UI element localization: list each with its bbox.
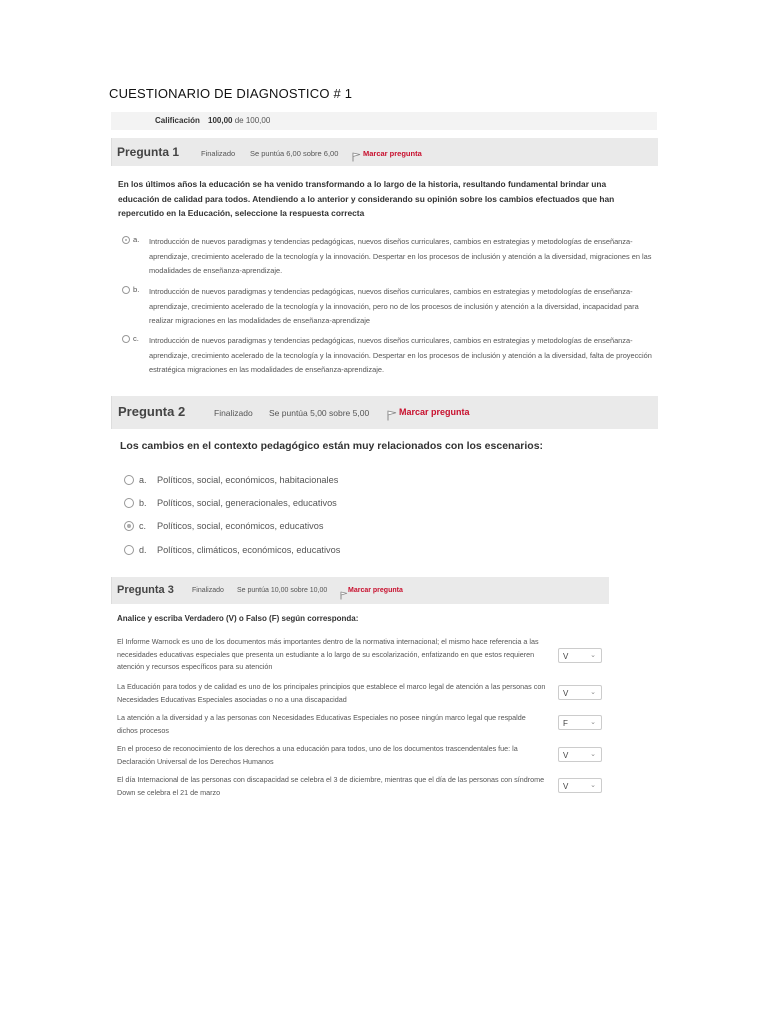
question-2-option-a[interactable] (124, 474, 524, 488)
option-letter: c. (139, 521, 147, 531)
radio-unselected-icon[interactable] (124, 498, 134, 508)
question-1-state: Finalizado (201, 149, 236, 158)
option-letter: b. (139, 498, 147, 508)
option-text: Políticos, social, económicos, habitacionales (157, 475, 339, 485)
answer-select-1[interactable] (558, 648, 602, 663)
radio-unselected-icon[interactable] (124, 545, 134, 555)
radio-unselected-icon[interactable] (124, 475, 134, 485)
flag-question-2-button[interactable]: Marcar pregunta (399, 407, 470, 417)
option-letter: b. (133, 285, 140, 294)
statement-4-text: En el proceso de reconocimiento de los derechos a una educación para todos, uno de los documentos trascendentales fue: la Declaración Universal de los Derechos Humanos (117, 744, 518, 766)
answer-value: V (563, 782, 569, 791)
chevron-down-icon: ⌄ (590, 751, 596, 758)
question-2-option-c[interactable] (124, 520, 524, 534)
grade-summary (111, 112, 657, 130)
question-3-text: Analice y escriba Verdadero (V) o Falso (F) según corresponda: (117, 614, 359, 623)
question-1-text: En los últimos años la educación se ha venido transformando a lo largo de la historia, resultando fundamental brindar una educación de calidad para todos. Atendiendo a lo anterior y considerando su opinión sobre los cambios efectuados que han repercutido en la Educación, seleccione la respuesta correcta (118, 179, 615, 218)
question-1-score: Se puntúa 6,00 sobre 6,00 (250, 149, 339, 158)
question-3-score: Se puntúa 10,00 sobre 10,00 (237, 587, 328, 594)
chevron-down-icon: ⌄ (590, 719, 596, 726)
option-text: Introducción de nuevos paradigmas y tendencias pedagógicas, nuevos diseños curriculares, cambios en estrategias y metodologías de enseñanza-aprendizaje, crecimiento acelerado de la tecnología y la innovación. Despertar en los procesos de inclusión y atención a la diversidad, migraciones en las modalidades de enseñanza-aprendizaje. (149, 237, 652, 275)
option-text: Políticos, social, generacionales, educativos (157, 498, 337, 508)
flag-question-3-button[interactable]: Marcar pregunta (348, 587, 403, 594)
option-text: Introducción de nuevos paradigmas y tendencias pedagógicas, nuevos diseños curriculares, cambios en estrategias y metodologías de enseñanza-aprendizaje, crecimiento acelerado de la tecnología y la innovación, pero no de los procesos de inclusión y atención a la diversidad, incapacidad para realizar migraciones en las modalidades de enseñanza-aprendizaje (149, 287, 639, 325)
question-1-option-c[interactable] (122, 333, 652, 377)
option-letter: a. (139, 475, 147, 485)
option-text: Políticos, climáticos, económicos, educativos (157, 545, 341, 555)
option-letter: d. (139, 545, 147, 555)
radio-selected-icon[interactable] (124, 521, 134, 531)
answer-select-3[interactable] (558, 715, 602, 730)
statement-1-text: El Informe Warnock es uno de los documentos más importantes dentro de la normativa internacional; el mismo hace referencia a las necesidades educativas especiales que presenta un estudiante a lo largo de su escolarización, enfatizando en que estos requieren atención y recursos específicos para su atención (117, 637, 539, 671)
answer-value: F (563, 719, 568, 728)
answer-select-5[interactable] (558, 778, 602, 793)
question-2-option-d[interactable] (124, 544, 524, 558)
answer-value: V (563, 751, 569, 760)
radio-unselected-icon[interactable] (122, 286, 130, 294)
answer-value: V (563, 652, 569, 661)
chevron-down-icon: ⌄ (590, 689, 596, 696)
radio-selected-icon[interactable] (122, 236, 130, 244)
grade-suffix: de 100,00 (234, 116, 271, 125)
question-1-title: Pregunta 1 (117, 145, 180, 159)
flag-icon[interactable] (340, 587, 348, 605)
question-3-state: Finalizado (192, 587, 224, 594)
question-2-score: Se puntúa 5,00 sobre 5,00 (269, 408, 370, 418)
statement-2-text: La Educación para todos y de calidad es uno de los principales principios que establece el marco legal de atención a las personas con Necesidades Educativas Especiales asociadas o no a una discapacidad (117, 682, 546, 704)
question-1-option-a[interactable] (122, 234, 652, 278)
flag-icon[interactable] (352, 149, 361, 167)
answer-select-4[interactable] (558, 747, 602, 762)
question-2-header (111, 396, 658, 429)
statement-5-text: El día Internacional de las personas con discapacidad se celebra el 3 de diciembre, mientras que el día de las personas con síndrome Down se celebra el 21 de marzo (117, 775, 545, 797)
question-3-header (111, 577, 609, 604)
answer-value: V (563, 689, 569, 698)
option-letter: c. (133, 334, 139, 343)
option-text: Introducción de nuevos paradigmas y tendencias pedagógicas, nuevos diseños curriculares, cambios en estrategias y metodologías de enseñanza-aprendizaje, crecimiento acelerado de la tecnología y la innovación. Despertar en los procesos de inclusión y atención a la diversidad, falta de proyección estratégica migraciones en las modalidades de enseñanza-aprendizaje. (149, 336, 652, 374)
flag-question-1-button[interactable]: Marcar pregunta (363, 149, 422, 158)
document-title: CUESTIONARIO DE DIAGNOSTICO # 1 (109, 86, 353, 101)
grade-value: 100,00 (208, 116, 233, 125)
option-text: Políticos, social, económicos, educativos (157, 521, 324, 531)
question-2-state: Finalizado (214, 408, 253, 418)
chevron-down-icon: ⌄ (590, 782, 596, 789)
grade-label: Calificación (155, 116, 200, 125)
radio-unselected-icon[interactable] (122, 335, 130, 343)
option-letter: a. (133, 235, 140, 244)
grade-value-wrap (208, 116, 270, 125)
flag-icon[interactable] (387, 408, 397, 426)
question-1-header (111, 138, 658, 166)
question-2-title: Pregunta 2 (118, 404, 186, 419)
question-2-option-b[interactable] (124, 497, 524, 511)
answer-select-2[interactable] (558, 685, 602, 700)
chevron-down-icon: ⌄ (590, 652, 596, 659)
question-2-text: Los cambios en el contexto pedagógico están muy relacionados con los escenarios: (120, 440, 544, 452)
question-1-option-b[interactable] (122, 284, 652, 328)
question-3-title: Pregunta 3 (117, 584, 174, 596)
statement-3-text: La atención a la diversidad y a las personas con Necesidades Educativas Especiales no posee ningún marco legal que respalde dichos procesos (117, 713, 526, 735)
